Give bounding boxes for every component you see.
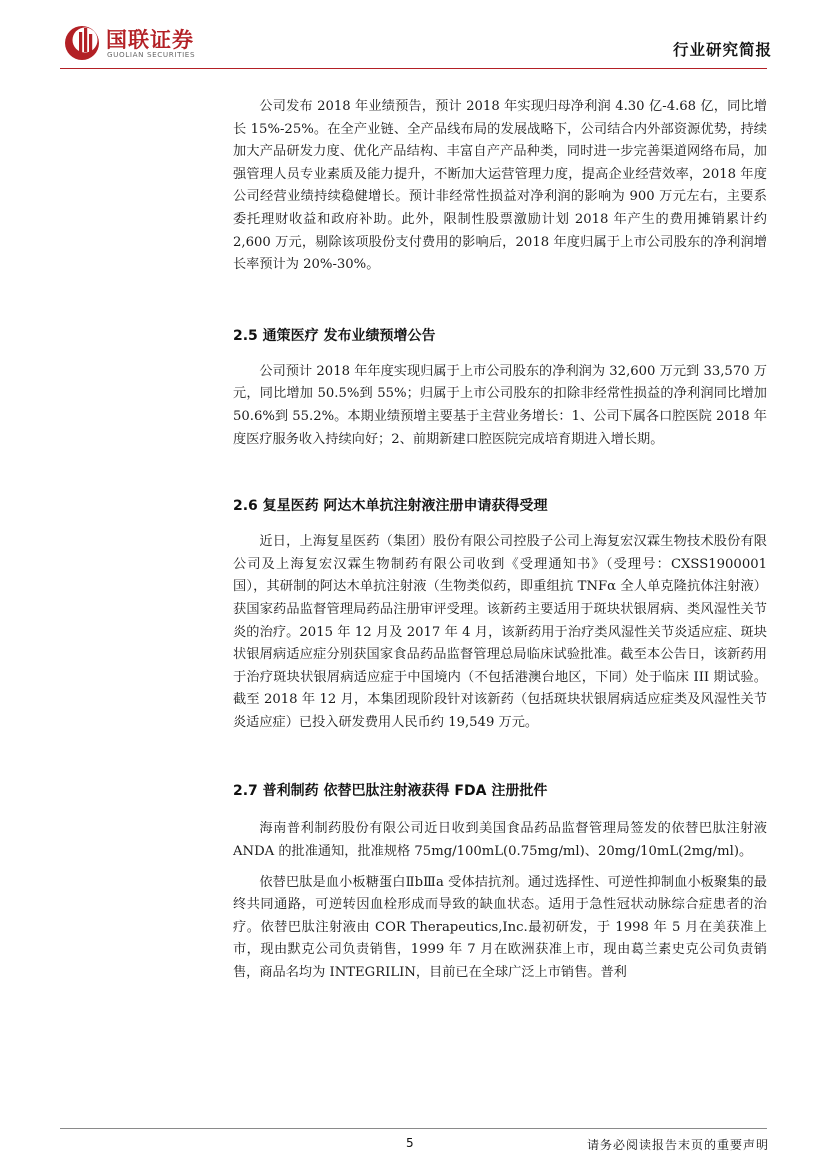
section-2-7-paragraph-1: 海南普利制药股份有限公司近日收到美国食品药品监督管理局签发的依替巴肽注射液 ANDA 的批准通知，批准规格 75mg/100mL(0.75mg/ml)、20mg/10mL(2mg/ml)。 bbox=[233, 821, 767, 860]
header-divider bbox=[60, 68, 767, 69]
logo-emblem-icon bbox=[62, 22, 102, 62]
section-2-5-paragraph: 公司预计 2018 年年度实现归属于上市公司股东的净利润为 32,600 万元到 33,570 万元，同比增加 50.5%到 55%；归属于上市公司股东的扣除非经常性损益的净利润同比增加 50.6%到 55.2%。本期业绩预增主要基于主营业务增长：1、公司下属各口腔医院 2018 年度医疗服务收入持续向好；2、前期新建口腔医院完成培育期进入增长期。 bbox=[233, 363, 767, 447]
logo-english-name: GUOLIAN SECURITIES bbox=[107, 50, 196, 59]
company-logo bbox=[62, 22, 262, 62]
page-number: 5 bbox=[406, 1136, 414, 1150]
report-type-label: 行业研究简报 bbox=[672, 41, 772, 59]
intro-paragraph: 公司发布 2018 年业绩预告，预计 2018 年实现归母净利润 4.30 亿-4.68 亿，同比增长 15%-25%。在全产业链、全产品线布局的发展战略下，公司结合内外部资源优势，持续加大产品研发力度、优化产品结构、丰富自产产品种类，同时进一步完善渠道网络布局，加强管理人员专业素质及能力提升，不断加大运营管理力度，提高企业经营效率，2018 年度公司经营业绩持续稳健增长。预计非经常性损益对净利润的影响为 900 万元左右，主要系委托理财收益和政府补助。此外，限制性股票激励计划 2018 年产生的费用摊销累计约 2,600 万元，剔除该项股份支付费用的影响后，2018 年度归属于上市公司股东的净利润增长率预计为 20%-30%。 bbox=[233, 99, 767, 273]
section-heading-2-5: 2.5 通策医疗 发布业绩预增公告 bbox=[233, 327, 436, 344]
disclaimer-note: 请务必阅读报告末页的重要声明 bbox=[586, 1138, 769, 1152]
section-heading-2-6: 2.6 复星医药 阿达木单抗注射液注册申请获得受理 bbox=[233, 498, 548, 515]
section-2-7-paragraph-2: 依替巴肽是血小板糖蛋白ⅡbⅢa 受体拮抗剂。通过选择性、可逆性抑制血小板聚集的最终共同通路，可逆转因血栓形成而导致的缺血状态。适用于急性冠状动脉综合症患者的治疗。依替巴肽注射液由 COR Therapeutics,Inc.最初研发，于 1998 年 5 月在美获准上市，现由默克公司负责销售，1999 年 7 月在欧洲获准上市，现由葛兰素史克公司负责销售，商品名均为 INTEGRILIN，目前已在全球广泛上市销售。普利 bbox=[233, 874, 767, 981]
main-content bbox=[233, 96, 767, 993]
footer-divider bbox=[60, 1128, 767, 1129]
page-header bbox=[0, 0, 827, 75]
logo-chinese-name: 国联证券 bbox=[106, 28, 194, 52]
section-2-6-paragraph: 近日，上海复星医药（集团）股份有限公司控股子公司上海复宏汉霖生物技术股份有限公司及上海复宏汉霖生物制药有限公司收到《受理通知书》（受理号：CXSS1900001 国），其研制的阿达木单抗注射液（生物类似药，即重组抗 TNFα 全人单克隆抗体注射液）获国家药品监督管理局药品注册审评受理。该新药主要适用于斑块状银屑病、类风湿性关节炎的治疗。2015 年 12 月及 2017 年 4 月，该新药用于治疗类风湿性关节炎适应症、斑块状银屑病适应症分别获国家食品药品监督管理总局临床试验批准。截至本公告日，该新药用于治疗斑块状银屑病适应症于中国境内（不包括港澳台地区，下同）处于临床 III 期试验。截至 2018 年 12 月，本集团现阶段针对该新药（包括斑块状银屑病适应症类及风湿性关节炎适应症）已投入研发费用人民币约 19,549 万元。 bbox=[233, 534, 767, 730]
section-heading-2-7: 2.7 普利制药 依替巴肽注射液获得 FDA 注册批件 bbox=[233, 783, 548, 800]
